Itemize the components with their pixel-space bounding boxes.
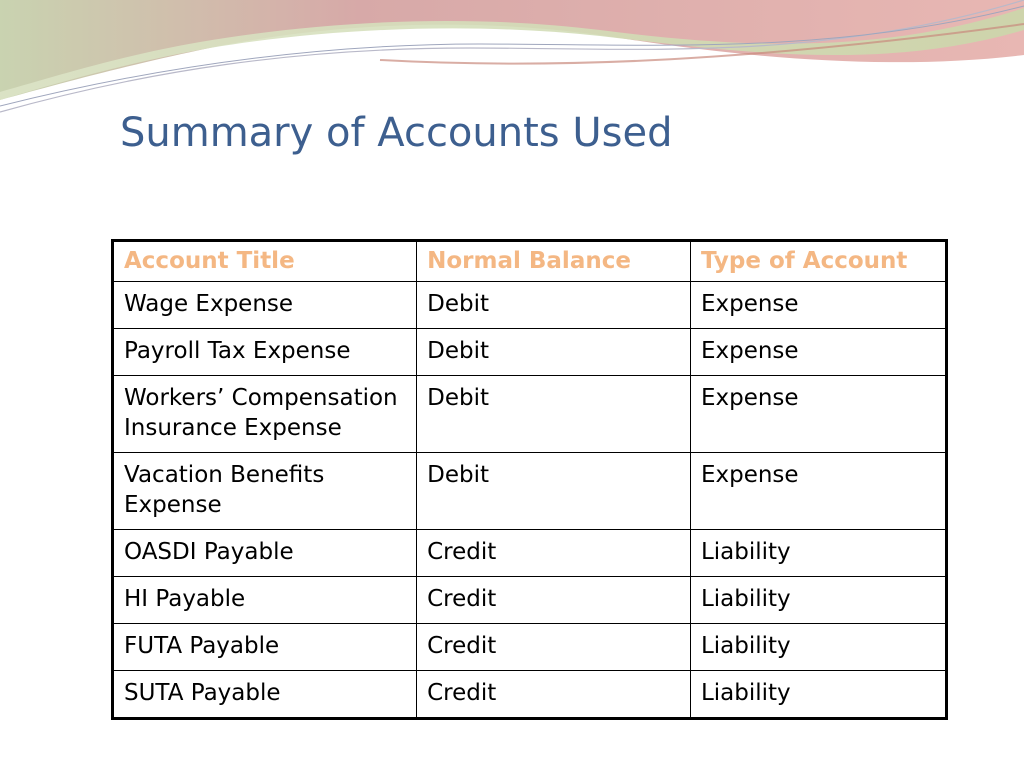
cell-normal-balance: Credit	[417, 624, 691, 671]
table-header-row	[113, 241, 947, 282]
cell-account-title: OASDI Payable	[113, 530, 417, 577]
cell-account-title: Wage Expense	[113, 282, 417, 329]
slide-title: Summary of Accounts Used	[120, 110, 673, 156]
header-type-of-account: Type of Account	[690, 241, 946, 282]
cell-normal-balance: Debit	[417, 329, 691, 376]
cell-type-of-account: Expense	[690, 282, 946, 329]
cell-account-title: Payroll Tax Expense	[113, 329, 417, 376]
cell-account-title: HI Payable	[113, 577, 417, 624]
cell-type-of-account: Expense	[690, 376, 946, 453]
table-row	[113, 453, 947, 530]
table-row	[113, 577, 947, 624]
table-row	[113, 671, 947, 719]
cell-account-title: SUTA Payable	[113, 671, 417, 719]
table-row	[113, 530, 947, 577]
cell-normal-balance: Credit	[417, 577, 691, 624]
cell-type-of-account: Expense	[690, 329, 946, 376]
cell-normal-balance: Debit	[417, 376, 691, 453]
table-row	[113, 376, 947, 453]
cell-account-title: FUTA Payable	[113, 624, 417, 671]
cell-type-of-account: Liability	[690, 577, 946, 624]
cell-normal-balance: Debit	[417, 453, 691, 530]
cell-type-of-account: Liability	[690, 530, 946, 577]
cell-account-title: Workers’ Compensation Insurance Expense	[113, 376, 417, 453]
table-row	[113, 282, 947, 329]
accounts-summary-table	[111, 239, 948, 720]
header-normal-balance: Normal Balance	[417, 241, 691, 282]
table-row	[113, 329, 947, 376]
cell-normal-balance: Credit	[417, 530, 691, 577]
cell-type-of-account: Liability	[690, 624, 946, 671]
header-account-title: Account Title	[113, 241, 417, 282]
table-row	[113, 624, 947, 671]
cell-type-of-account: Expense	[690, 453, 946, 530]
cell-type-of-account: Liability	[690, 671, 946, 719]
cell-account-title: Vacation Benefits Expense	[113, 453, 417, 530]
cell-normal-balance: Debit	[417, 282, 691, 329]
cell-normal-balance: Credit	[417, 671, 691, 719]
